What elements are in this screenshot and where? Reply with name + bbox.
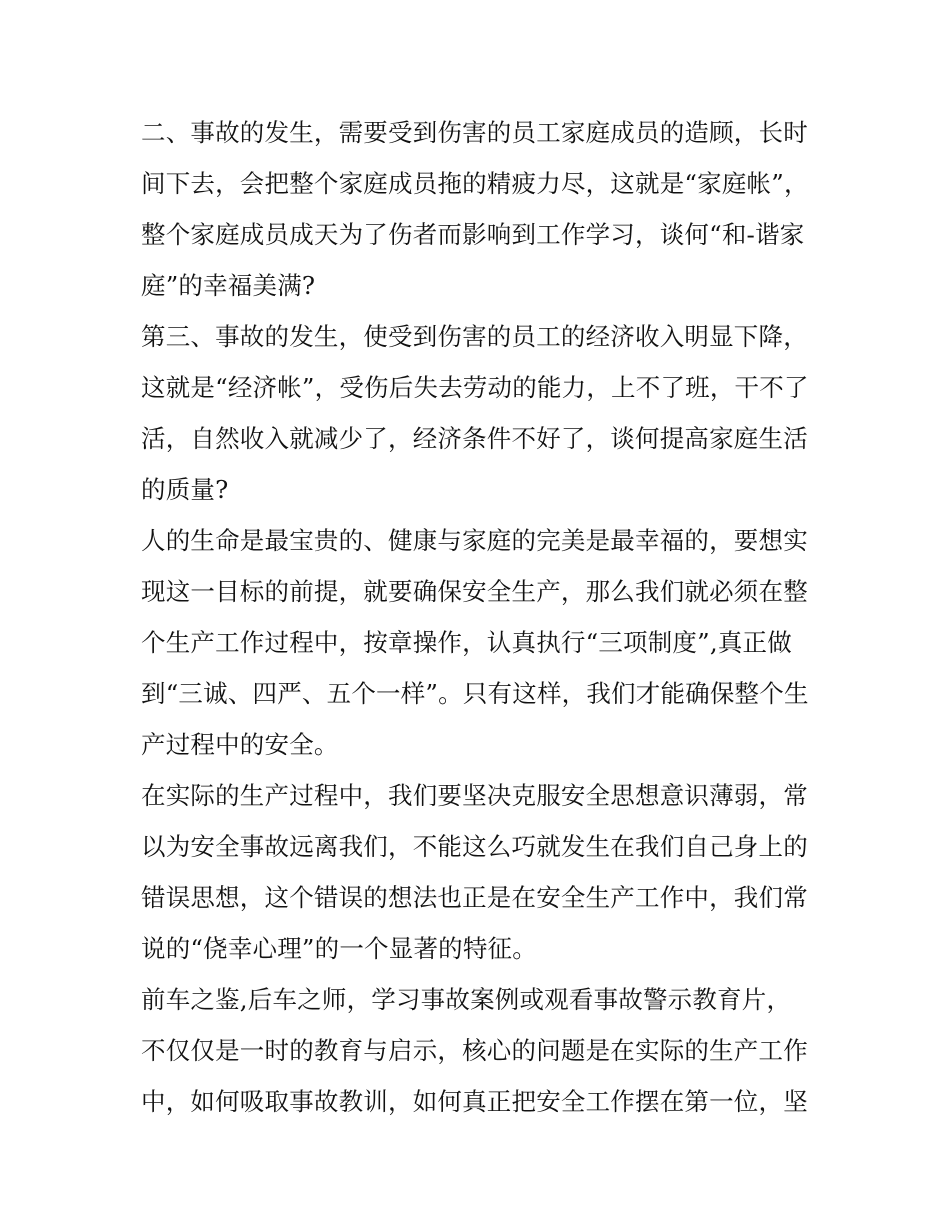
text-line: 说的“侥幸心理”的一个显著的特征。 [141, 934, 537, 963]
text-line: 不仅仅是一时的教育与启示，核心的问题是在实际的生产工作 [141, 1036, 808, 1065]
text-line: 的质量? [141, 475, 229, 504]
text-line: 在实际的生产过程中，我们要坚决克服安全思想意识薄弱，常 [141, 781, 808, 810]
text-line: 第三、事故的发生，使受到伤害的员工的经济收入明显下降， [141, 322, 808, 351]
text-line: 中，如何吸取事故教训，如何真正把安全工作摆在第一位，坚 [141, 1087, 808, 1116]
text-line: 以为安全事故远离我们，不能这么巧就发生在我们自己身上的 [141, 832, 808, 861]
text-line: 人的生命是最宝贵的、健康与家庭的完美是最幸福的，要想实 [141, 526, 808, 555]
text-line: 错误思想，这个错误的想法也正是在安全生产工作中，我们常 [141, 883, 808, 912]
text-line: 到“三诚、四严、五个一样”。只有这样，我们才能确保整个生 [141, 679, 809, 708]
text-line: 活，自然收入就减少了，经济条件不好了，谈何提高家庭生活 [141, 424, 808, 453]
text-line: 整个家庭成员成天为了伤者而影响到工作学习，谈何“和-谐家 [141, 220, 805, 249]
text-line: 间下去，会把整个家庭成员拖的精疲力尽，这就是“家庭帐”， [141, 169, 809, 198]
text-line: 个生产工作过程中，按章操作，认真执行“三项制度”,真正做 [141, 628, 792, 657]
text-line: 庭”的幸福美满? [141, 271, 316, 300]
text-line: 二、事故的发生，需要受到伤害的员工家庭成员的造顾，长时 [141, 118, 808, 147]
text-line: 产过程中的安全。 [141, 730, 339, 759]
text-line: 这就是“经济帐”，受伤后失去劳动的能力，上不了班，干不了 [141, 373, 809, 402]
document-body [141, 107, 813, 1127]
text-line: 前车之鉴,后车之师，学习事故案例或观看事故警示教育片， [141, 985, 792, 1014]
text-line: 现这一目标的前提，就要确保安全生产，那么我们就必须在整 [141, 577, 808, 606]
